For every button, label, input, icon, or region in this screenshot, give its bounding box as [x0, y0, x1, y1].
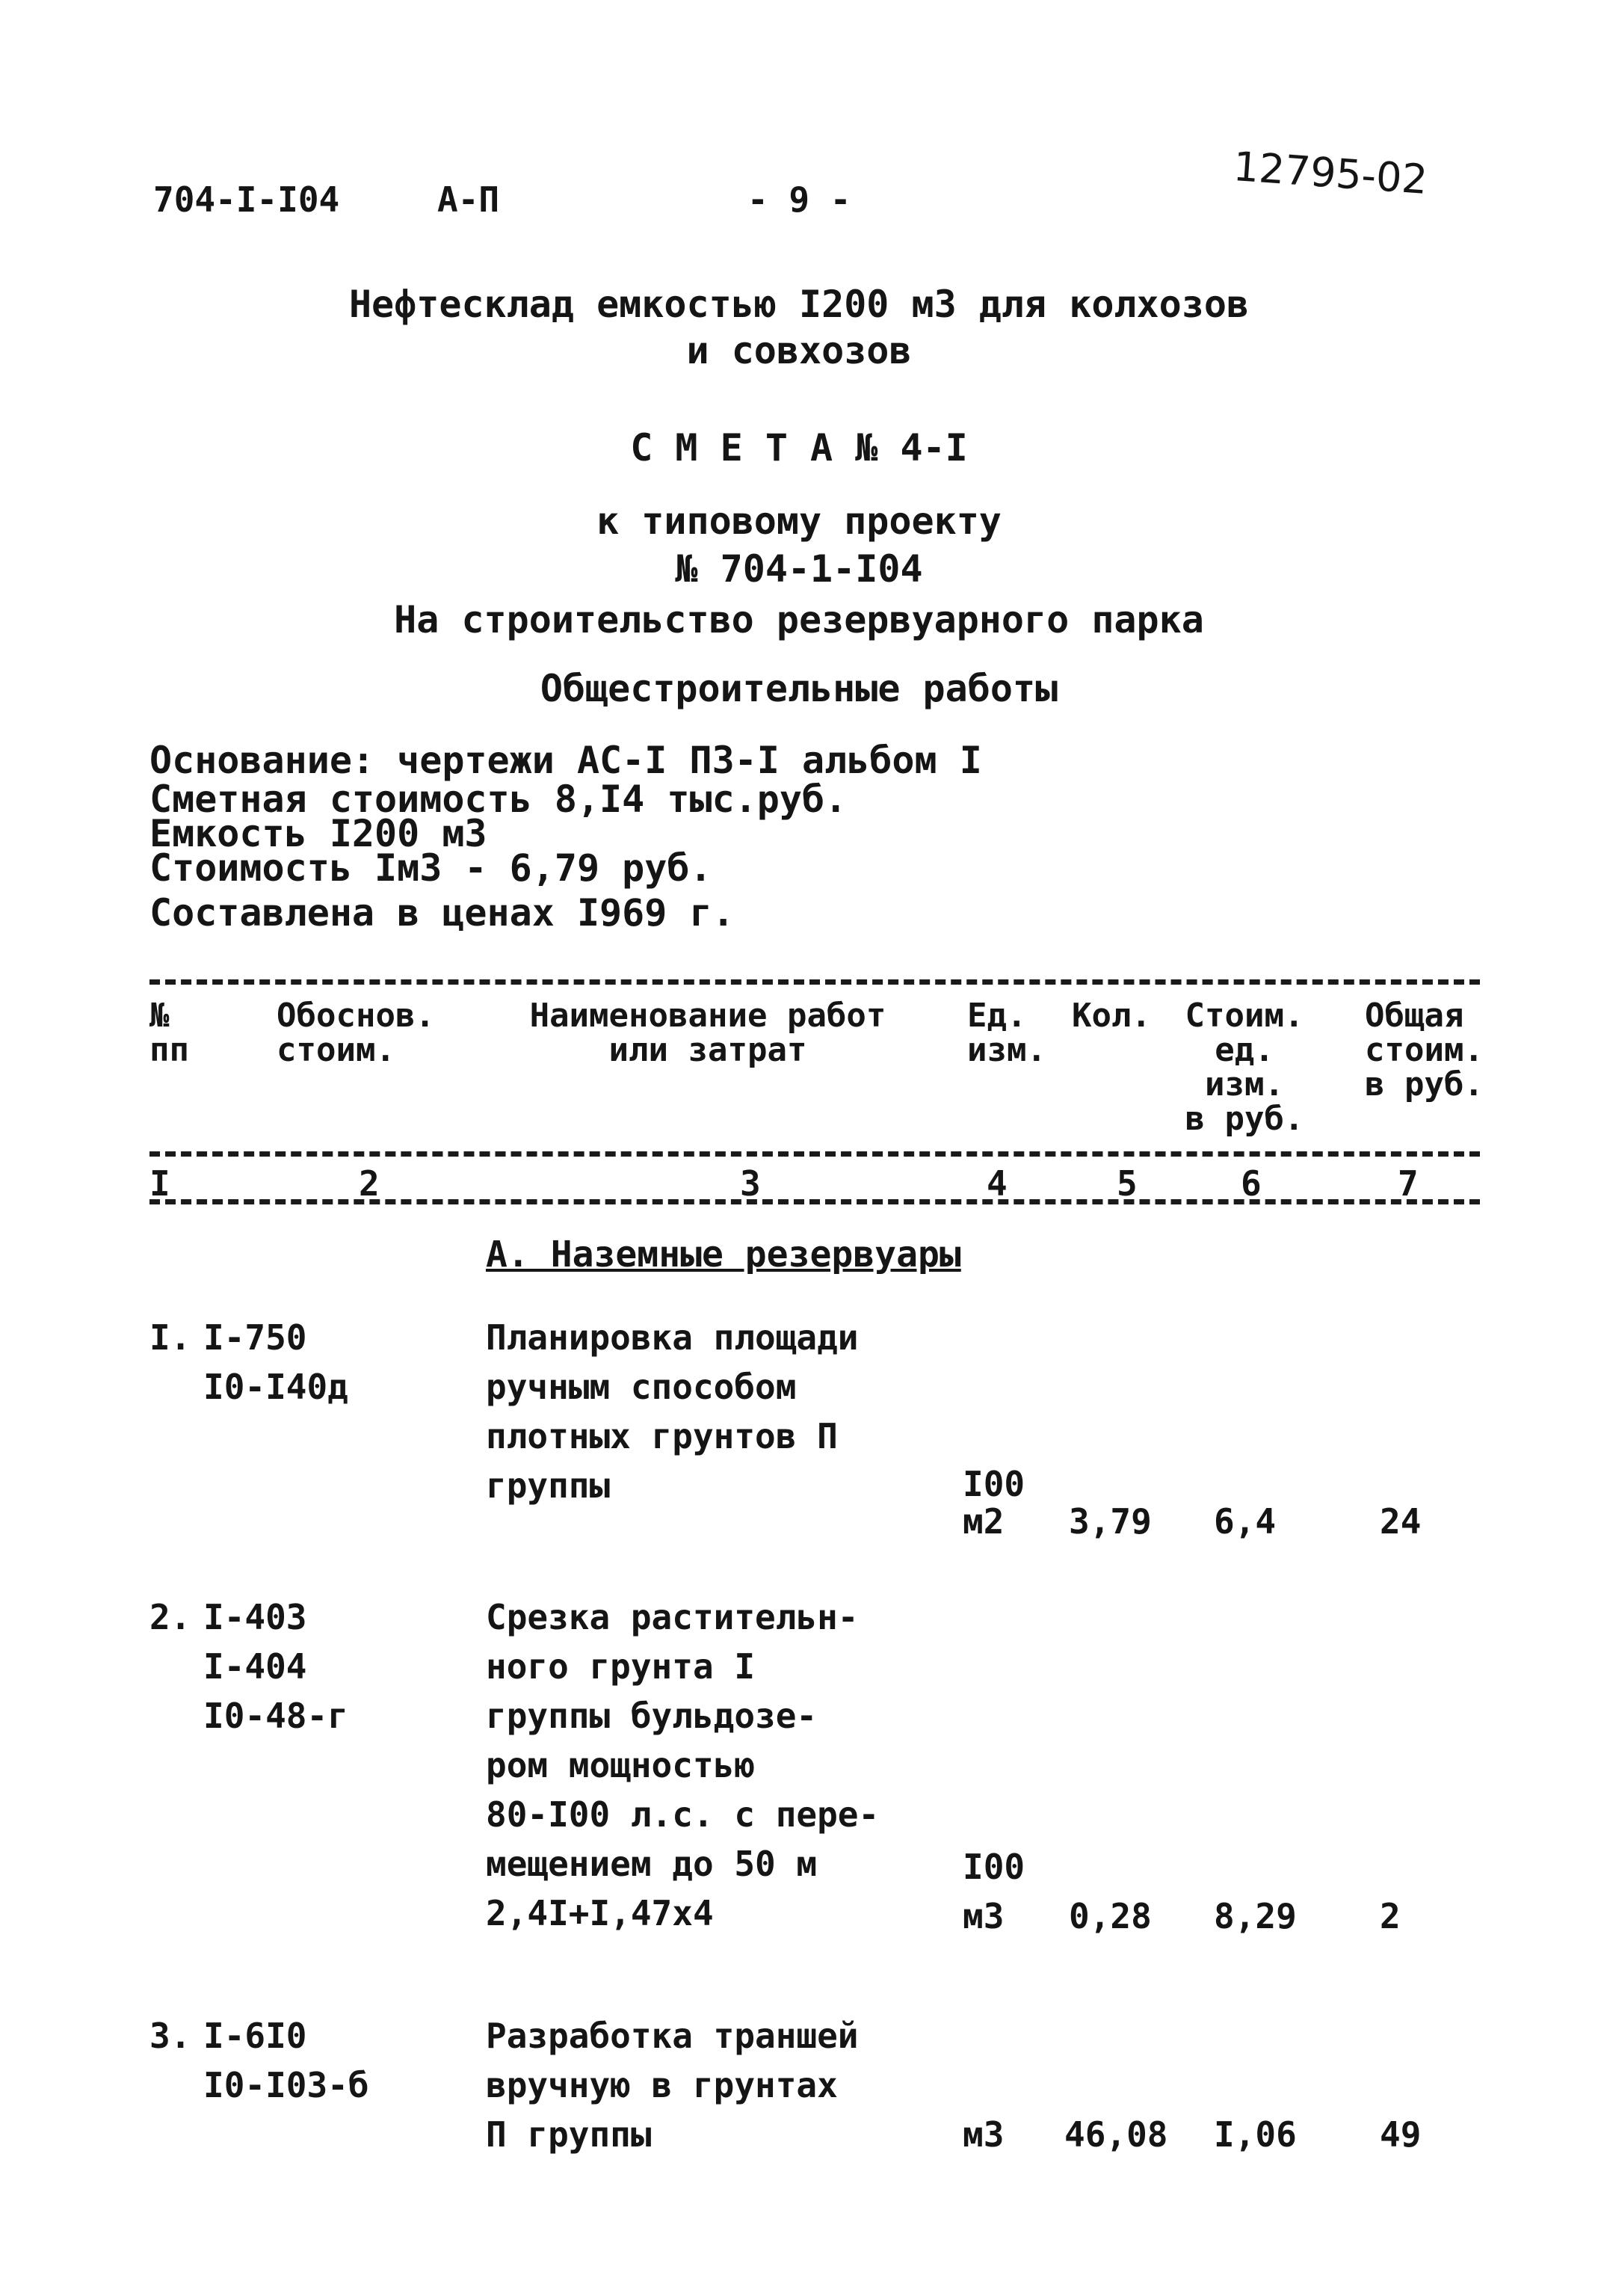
row-name: Разработка траншей вручную в грунтах П группы [486, 2016, 859, 2155]
row-number: I. [149, 1317, 191, 1358]
album-label: А-П [437, 179, 500, 220]
row-total: 24 [1380, 1501, 1422, 1542]
header-bottom-rule [149, 1151, 1480, 1157]
project-number: № 704-1-I04 [675, 547, 923, 591]
colnum-rule [149, 1199, 1480, 1204]
row-total: 2 [1380, 1896, 1401, 1936]
colnum-3: 3 [740, 1163, 761, 1204]
prices-line: Составлена в ценах I969 г. [149, 891, 735, 935]
header-total: Общая стоим. в руб. [1365, 997, 1484, 1104]
document-code: 704-I-I04 [153, 179, 340, 220]
row-unit: I00 м2 [963, 1464, 1025, 1542]
header-unit: Ед. изм. [967, 997, 1046, 1069]
row-unit-price: 6,4 [1214, 1501, 1277, 1542]
header-unit-price: Стоим. ед. изм. в руб. [1185, 997, 1304, 1138]
capacity-line: Емкость I200 м3 [149, 812, 487, 855]
row-basis: I-750 I0-I40д [203, 1317, 348, 1407]
row-qty: 3,79 [1069, 1501, 1152, 1542]
colnum-7: 7 [1398, 1163, 1419, 1204]
header-num: № пп [149, 997, 189, 1069]
row-number: 2. [149, 1597, 191, 1637]
row-qty: 46,08 [1064, 2114, 1168, 2155]
colnum-5: 5 [1117, 1163, 1138, 1204]
section-title: А. Наземные резервуары [486, 1234, 961, 1275]
works-title: Общестроительные работы [540, 667, 1058, 710]
estimate-title: С М Е Т А № 4-I [630, 426, 968, 470]
header-basis: Обоснов. стоим. [277, 997, 435, 1069]
stamp-number: 12795-02 [1232, 143, 1429, 203]
row-name: Срезка растительн- ного грунта I группы бульдозе- ром мощностью 80-I00 л.с. с пере- мещением до 50 м 2,4I+I,47х4 [486, 1597, 880, 1933]
basis-line: Основание: чертежи АС-I ПЗ-I альбом I [149, 739, 982, 782]
colnum-1: I [149, 1163, 170, 1204]
row-name: Планировка площади ручным способом плотных грунтов П группы [486, 1317, 859, 1506]
row-qty: 0,28 [1069, 1896, 1152, 1936]
row-unit-price: 8,29 [1214, 1896, 1297, 1936]
table-top-rule [149, 979, 1480, 985]
row-total: 49 [1380, 2114, 1422, 2155]
row-unit: м3 [963, 2114, 1005, 2155]
row-basis: I-403 I-404 I0-48-г [203, 1597, 348, 1736]
unit-cost-line: Стоимость Iм3 - 6,79 руб. [149, 846, 712, 890]
colnum-2: 2 [359, 1163, 380, 1204]
title-line-5: На строительство резервуарного парка [394, 598, 1204, 641]
header-name: Наименование работ или затрат [529, 997, 886, 1069]
page-number: - 9 - [747, 179, 851, 220]
row-basis: I-6I0 I0-I03-б [203, 2016, 369, 2105]
title-line-3: к типовому проекту [596, 499, 1002, 543]
colnum-6: 6 [1241, 1163, 1262, 1204]
row-number: 3. [149, 2016, 191, 2056]
row-unit: I00 м3 [963, 1847, 1025, 1936]
row-unit-price: I,06 [1214, 2114, 1297, 2155]
title-line-1: Нефтесклад емкостью I200 м3 для колхозов [348, 283, 1250, 326]
colnum-4: 4 [987, 1163, 1008, 1204]
title-line-2: и совхозов [686, 329, 912, 372]
estimated-cost-line: Сметная стоимость 8,I4 тыс.руб. [149, 778, 848, 821]
header-qty: Кол. [1072, 997, 1151, 1035]
